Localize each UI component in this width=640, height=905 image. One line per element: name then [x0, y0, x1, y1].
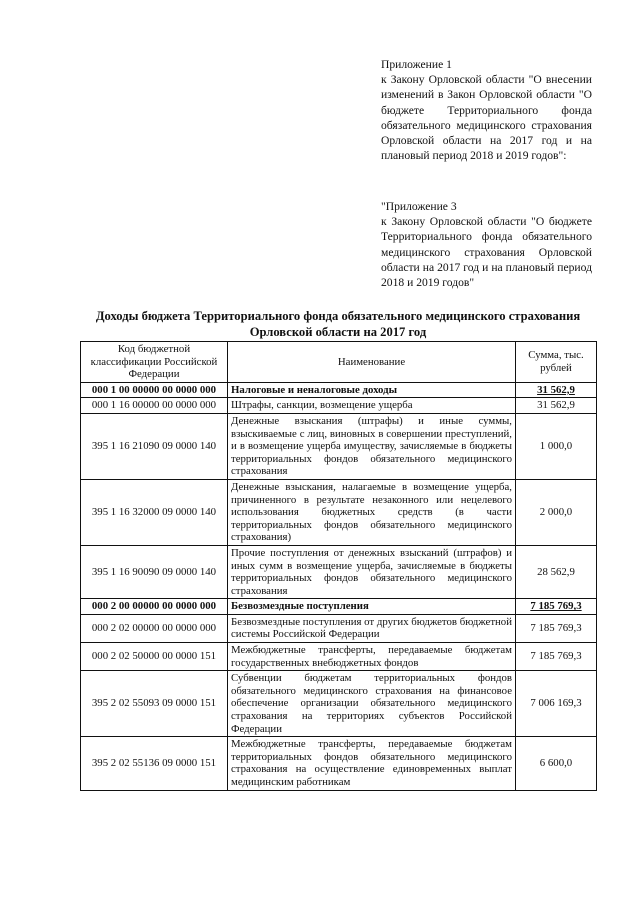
row-sum: 7 006 169,3 — [516, 671, 597, 737]
income-table — [80, 341, 597, 791]
row-name: Штрафы, санкции, возмещение ущерба — [228, 398, 516, 414]
row-sum: 2 000,0 — [516, 479, 597, 545]
appendix-3-text: к Закону Орловской области "О бюджете Территориального фонда обязательного медицинского страхования Орловской области на 2017 год и на плановый период 2018 и 2019 годов" — [381, 215, 592, 290]
row-code: 395 1 16 32000 09 0000 140 — [81, 479, 228, 545]
row-code: 000 2 02 00000 00 0000 000 — [81, 614, 228, 642]
row-name: Денежные взыскания (штрафы) и иные суммы, взыскиваемые с лиц, виновных в совершении преступлений, и в возмещение ущерба имуществу, зачисляемые в бюджеты территориальных фондов обязательного медицинского страхования — [228, 413, 516, 479]
appendix-1-block — [381, 57, 592, 163]
row-code: 395 2 02 55136 09 0000 151 — [81, 737, 228, 790]
appendix-1-heading: Приложение 1 — [381, 58, 452, 71]
row-code: 000 1 16 00000 00 0000 000 — [81, 398, 228, 414]
row-code: 000 2 02 50000 00 0000 151 — [81, 643, 228, 671]
row-sum: 31 562,9 — [516, 398, 597, 414]
table-row — [81, 737, 597, 790]
table-row — [81, 479, 597, 545]
row-name: Межбюджетные трансферты, передаваемые бюджетам территориальных фондов обязательного медицинского страхования на осуществление единовременных выплат медицинским работникам — [228, 737, 516, 790]
table-row — [81, 599, 597, 615]
appendix-3-heading: "Приложение 3 — [381, 200, 457, 213]
row-name: Межбюджетные трансферты, передаваемые бюджетам государственных внебюджетных фондов — [228, 643, 516, 671]
row-code: 000 1 00 00000 00 0000 000 — [81, 382, 228, 398]
table-row — [81, 398, 597, 414]
header-name: Наименование — [228, 342, 516, 383]
row-name: Субвенции бюджетам территориальных фондов обязательного медицинского страхования на финансовое обеспечение организации обязательного медицинского страхования на территориях субъектов Российской Федерации — [228, 671, 516, 737]
row-sum: 1 000,0 — [516, 413, 597, 479]
row-code: 395 2 02 55093 09 0000 151 — [81, 671, 228, 737]
row-name: Безвозмездные поступления — [228, 599, 516, 615]
row-code: 000 2 00 00000 00 0000 000 — [81, 599, 228, 615]
table-row — [81, 643, 597, 671]
appendix-1-text: к Закону Орловской области "О внесении изменений в Закон Орловской области "О бюджете Территориального фонда обязательного медицинского страхования Орловской области на 2017 год и на плановый период 2018 и 2019 годов": — [381, 73, 592, 163]
row-sum: 7 185 769,3 — [516, 643, 597, 671]
row-sum: 6 600,0 — [516, 737, 597, 790]
row-sum: 28 562,9 — [516, 545, 597, 598]
header-sum: Сумма, тыс. рублей — [516, 342, 597, 383]
header-code: Код бюджетной классификации Российской Федерации — [81, 342, 228, 383]
row-name: Денежные взыскания, налагаемые в возмещение ущерба, причиненного в результате незаконного или нецелевого использования бюджетных средств (в части территориальных фондов обязательного медицинского страхования) — [228, 479, 516, 545]
row-sum: 7 185 769,3 — [516, 614, 597, 642]
table-row — [81, 413, 597, 479]
table-row — [81, 614, 597, 642]
appendix-3-block — [381, 199, 592, 290]
table-row — [81, 545, 597, 598]
row-name: Налоговые и неналоговые доходы — [228, 382, 516, 398]
row-sum: 7 185 769,3 — [516, 599, 597, 615]
table-header-row — [81, 342, 597, 383]
row-code: 395 1 16 90090 09 0000 140 — [81, 545, 228, 598]
row-sum: 31 562,9 — [516, 382, 597, 398]
document-title: Доходы бюджета Территориального фонда обязательного медицинского страхования Орловской области на 2017 год — [95, 309, 581, 339]
table-row — [81, 671, 597, 737]
row-name: Прочие поступления от денежных взысканий (штрафов) и иных сумм в возмещение ущерба, зачисляемые в бюджеты территориальных фондов обязательного медицинского страхования — [228, 545, 516, 598]
row-code: 395 1 16 21090 09 0000 140 — [81, 413, 228, 479]
table-row — [81, 382, 597, 398]
row-name: Безвозмездные поступления от других бюджетов бюджетной системы Российской Федерации — [228, 614, 516, 642]
